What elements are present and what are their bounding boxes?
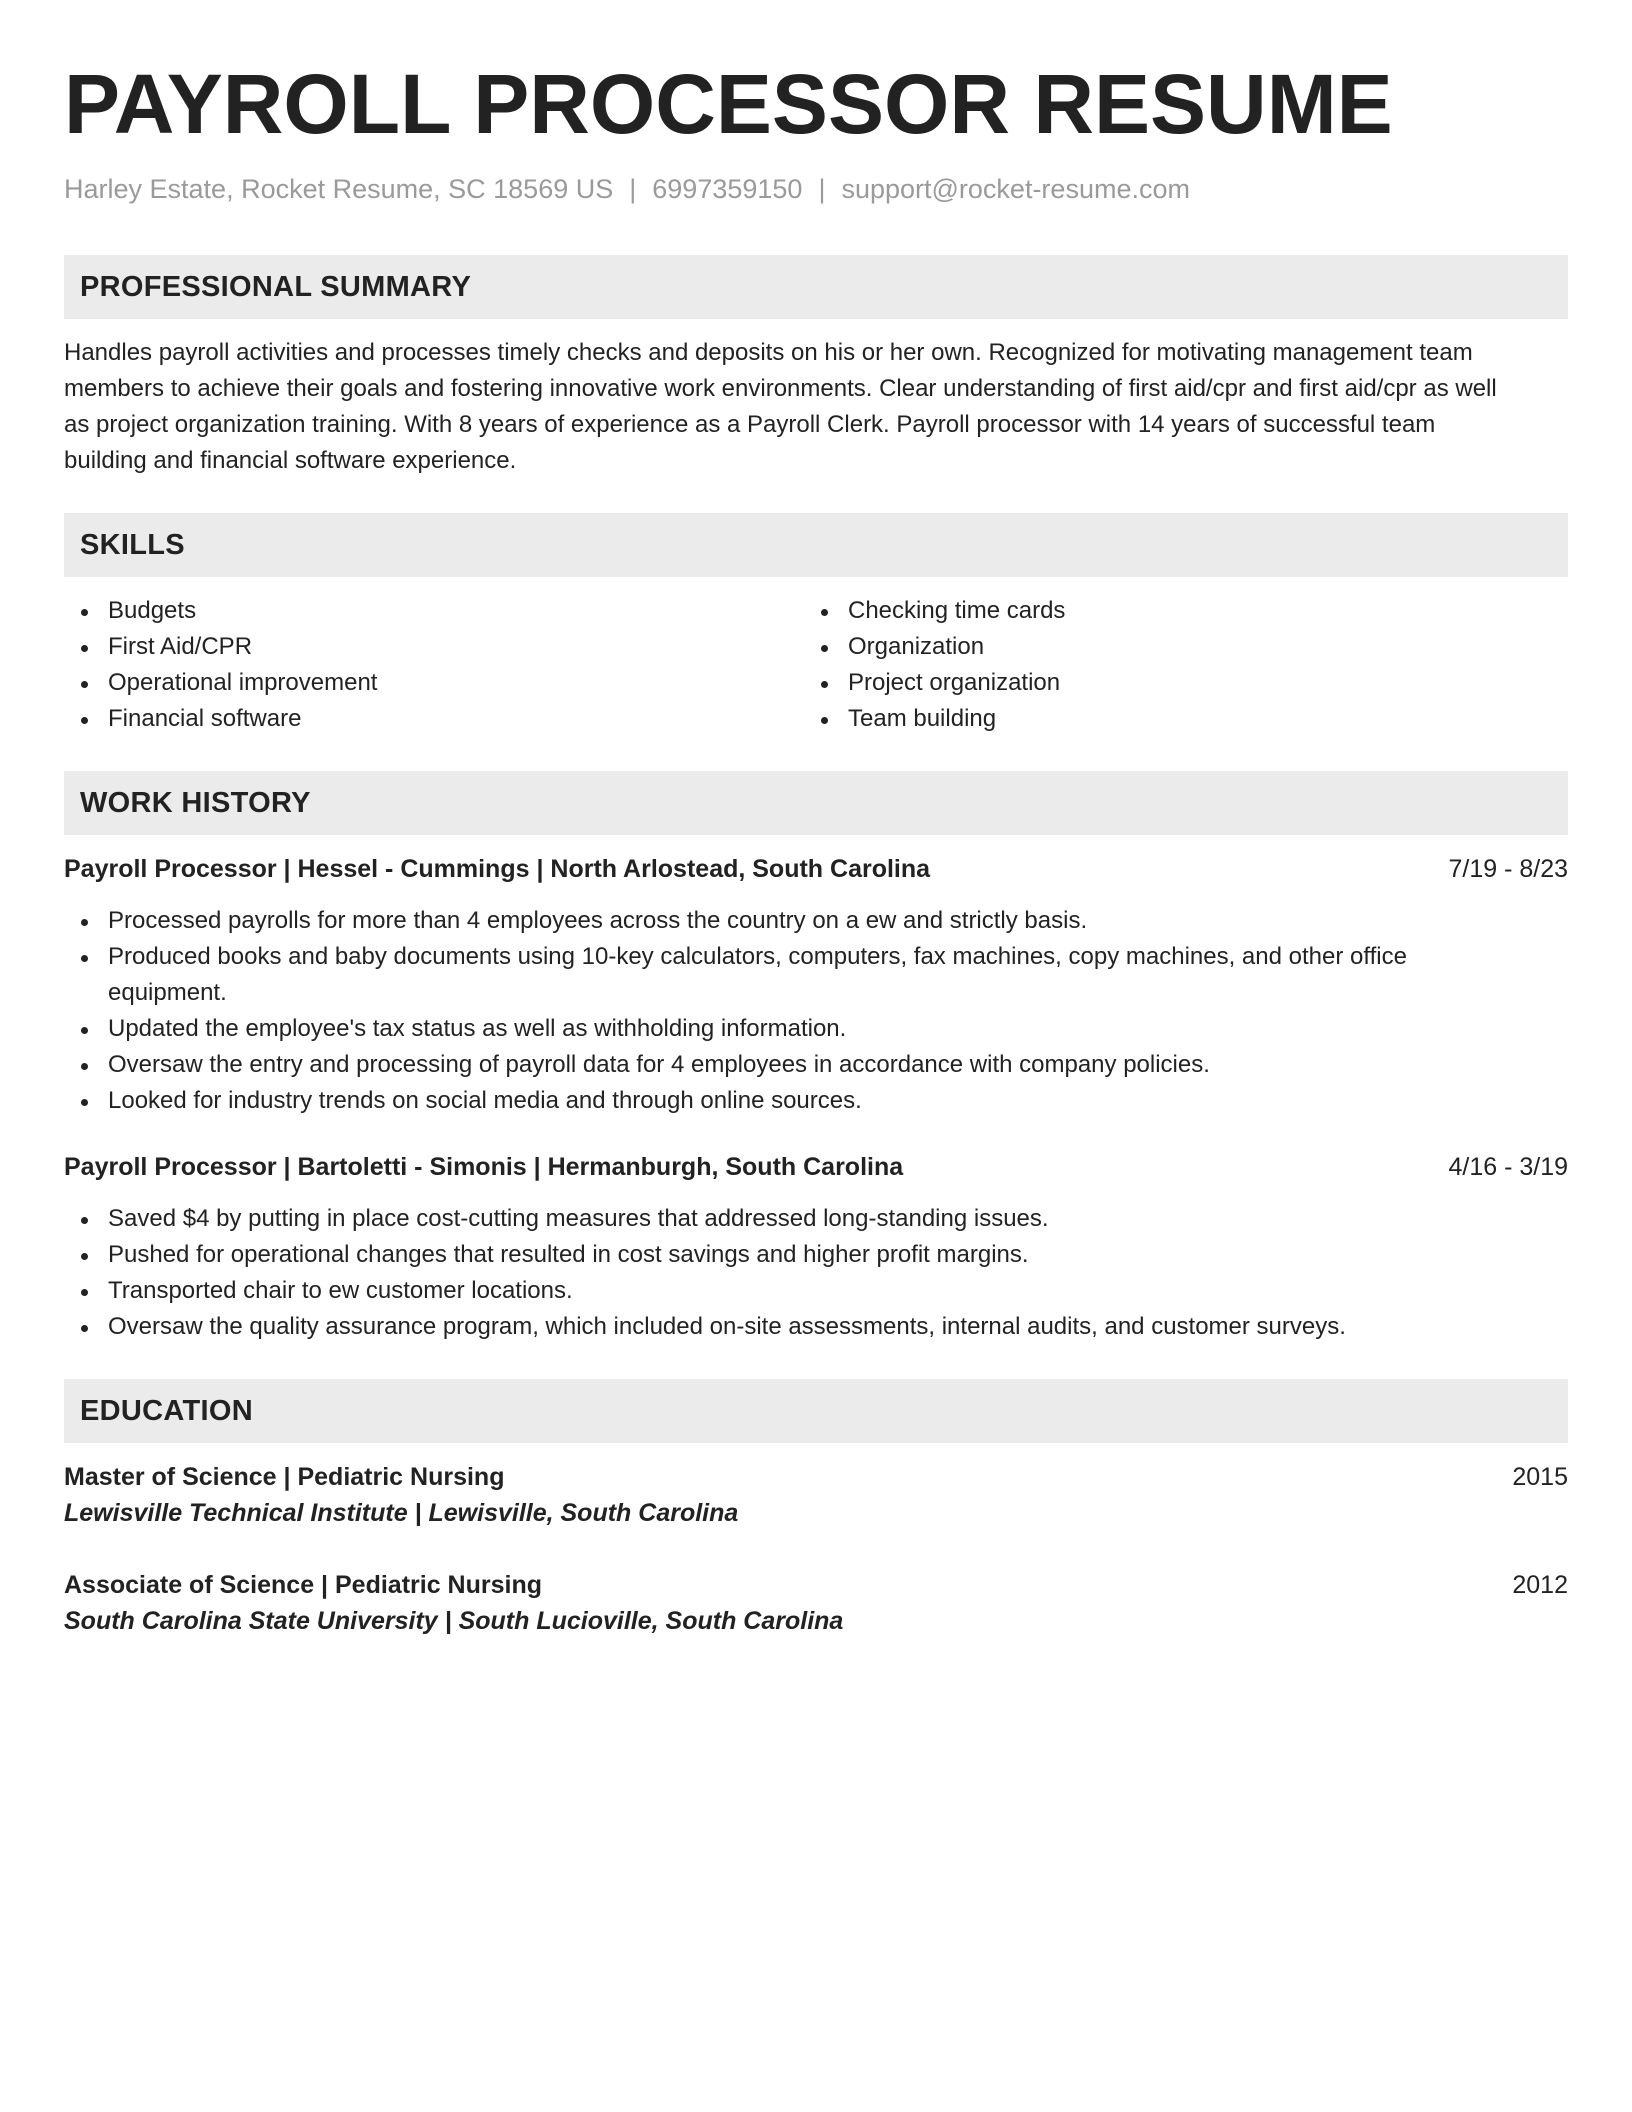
work-heading: WORK HISTORY <box>80 786 311 819</box>
job-entry <box>64 851 1568 1119</box>
skill-item: Team building <box>804 701 1544 737</box>
contact-line <box>64 174 1568 205</box>
job-bullet-continuation: equipment. <box>108 979 227 1006</box>
job-bullet: Processed payrolls for more than 4 employees across the country on a ew and strictly basis. <box>64 903 1568 939</box>
education-header <box>64 1567 1568 1603</box>
education-header <box>64 1459 1568 1495</box>
contact-address: Harley Estate, Rocket Resume, SC 18569 US <box>64 174 614 204</box>
education-degree: Master of Science | Pediatric Nursing <box>64 1463 505 1491</box>
summary-line: Handles payroll activities and processes timely checks and deposits on his or her own. Recognized for motivating management team <box>64 339 1473 366</box>
job-bullet-list <box>64 1201 1568 1345</box>
job-bullet: Updated the employee's tax status as well as withholding information. <box>64 1011 1568 1047</box>
skill-item: First Aid/CPR <box>64 629 804 665</box>
education-degree: Associate of Science | Pediatric Nursing <box>64 1571 542 1599</box>
skill-item: Organization <box>804 629 1544 665</box>
job-bullet: Oversaw the quality assurance program, which included on-site assessments, internal audits, and customer surveys. <box>64 1309 1568 1345</box>
skill-item: Budgets <box>64 593 804 629</box>
contact-phone: 6997359150 <box>652 174 803 204</box>
skill-item: Project organization <box>804 665 1544 701</box>
education-entry <box>64 1567 1568 1639</box>
job-bullet-list <box>64 903 1568 1119</box>
job-bullet: Looked for industry trends on social media and through online sources. <box>64 1083 1568 1119</box>
job-bullet: Pushed for operational changes that resulted in cost savings and higher profit margins. <box>64 1237 1568 1273</box>
skill-item: Checking time cards <box>804 593 1544 629</box>
contact-email: support@rocket-resume.com <box>841 174 1190 204</box>
education-section-bar <box>64 1379 1568 1443</box>
skills-heading: SKILLS <box>80 528 185 561</box>
summary-line: as project organization training. With 8 years of experience as a Payroll Clerk. Payroll processor with 14 years of successful team <box>64 411 1436 438</box>
education-heading: EDUCATION <box>80 1394 253 1427</box>
education-entry <box>64 1459 1568 1531</box>
education-year: 2015 <box>1512 1463 1568 1491</box>
job-dates: 7/19 - 8/23 <box>1448 855 1568 883</box>
education-year: 2012 <box>1512 1571 1568 1599</box>
resume-title: PAYROLL PROCESSOR RESUME <box>64 57 1393 151</box>
education-school: South Carolina State University | South Lucioville, South Carolina <box>64 1607 844 1635</box>
job-entry <box>64 1149 1568 1345</box>
summary-heading: PROFESSIONAL SUMMARY <box>80 270 472 303</box>
skills-list-right <box>804 593 1544 737</box>
job-bullet <box>64 939 1568 1011</box>
job-bullet: Saved $4 by putting in place cost-cutting measures that addressed long-standing issues. <box>64 1201 1568 1237</box>
education-school: Lewisville Technical Institute | Lewisville, South Carolina <box>64 1499 739 1527</box>
summary-line: building and financial software experience. <box>64 447 517 474</box>
job-dates: 4/16 - 3/19 <box>1448 1153 1568 1181</box>
summary-text <box>64 335 1568 479</box>
job-title: Payroll Processor | Bartoletti - Simonis | Hermanburgh, South Carolina <box>64 1153 904 1181</box>
contact-separator: | <box>629 174 637 204</box>
skill-item: Financial software <box>64 701 804 737</box>
summary-line: members to achieve their goals and fostering innovative work environments. Clear understanding of first aid/cpr and first aid/cpr as well <box>64 375 1497 402</box>
skills-list-left <box>64 593 804 737</box>
skills-grid <box>64 593 1568 737</box>
job-header <box>64 851 1568 887</box>
work-section-bar <box>64 771 1568 835</box>
skill-item: Operational improvement <box>64 665 804 701</box>
job-bullet-text: Produced books and baby documents using 10-key calculators, computers, fax machines, copy machines, and other office <box>108 943 1407 970</box>
job-header <box>64 1149 1568 1185</box>
job-bullet: Oversaw the entry and processing of payroll data for 4 employees in accordance with company policies. <box>64 1047 1568 1083</box>
summary-section-bar <box>64 255 1568 319</box>
job-bullet: Transported chair to ew customer locations. <box>64 1273 1568 1309</box>
skills-section-bar <box>64 513 1568 577</box>
contact-separator: | <box>818 174 826 204</box>
job-title: Payroll Processor | Hessel - Cummings | North Arlostead, South Carolina <box>64 855 931 883</box>
